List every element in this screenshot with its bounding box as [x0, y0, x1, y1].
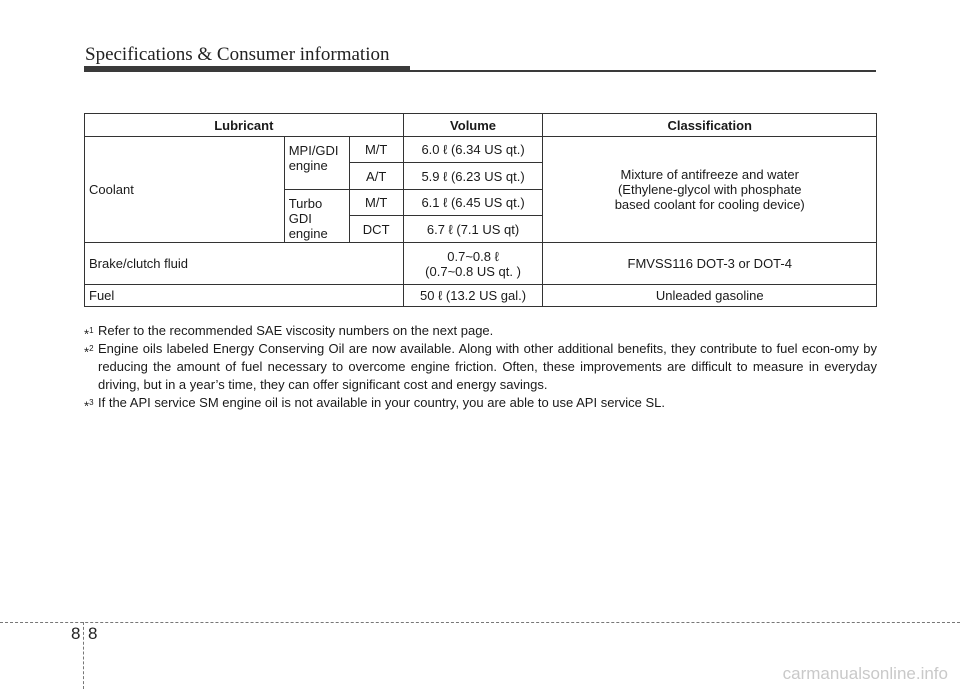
footnote — [84, 340, 877, 394]
header-rule — [410, 70, 876, 72]
footnote — [84, 322, 877, 340]
coolant-classification — [543, 137, 877, 243]
footnote-asterisk: * — [84, 398, 90, 414]
fuel-classification: Unleaded gasoline — [543, 285, 877, 307]
fuel-volume: 50 ℓ (13.2 US gal.) — [403, 285, 543, 307]
engine-turbo-gdi: Turbo GDI engine — [284, 190, 349, 243]
footnote-text: Refer to the recommended SAE viscosity numbers on the next page. — [98, 323, 494, 338]
table-header-row — [85, 114, 877, 137]
footnote-mark — [84, 340, 94, 361]
table-row — [85, 137, 877, 163]
table-row — [85, 243, 877, 285]
footnote-mark — [84, 394, 94, 415]
footnote-number: 3 — [89, 398, 94, 407]
coolant-classification-line: (Ethylene-glycol with phosphate — [617, 182, 802, 197]
footnote-number: 2 — [89, 344, 94, 353]
footnote-asterisk: * — [84, 326, 90, 342]
fuel-label: Fuel — [85, 285, 404, 307]
header-classification: Classification — [543, 114, 877, 137]
footnote-number: 1 — [89, 326, 94, 335]
brake-classification: FMVSS116 DOT-3 or DOT-4 — [543, 243, 877, 285]
trans-cell: A/T — [349, 163, 403, 190]
header-volume: Volume — [403, 114, 543, 137]
footnote — [84, 394, 877, 412]
chapter-number: 8 — [71, 624, 81, 643]
volume-cell: 6.7 ℓ (7.1 US qt) — [403, 216, 543, 243]
header-lubricant: Lubricant — [85, 114, 404, 137]
header-bar — [84, 66, 410, 72]
volume-cell: 6.1 ℓ (6.45 US qt.) — [403, 190, 543, 216]
footer-rule — [0, 622, 960, 623]
volume-cell: 5.9 ℓ (6.23 US qt.) — [403, 163, 543, 190]
footnote-text: Engine oils labeled Energy Conserving Oil are now available. Along with other additional benefits, they contribute to fuel econ-omy by reducing the amount of fuel necessary to overcome engine friction. Often, these improvements are difficult to measure in everyday driving, but in a year’s time, they can offer significant cost and energy savings. — [98, 341, 877, 392]
brake-volume-line: (0.7~0.8 US qt. ) — [425, 263, 521, 279]
table-row — [85, 285, 877, 307]
trans-cell: M/T — [349, 137, 403, 163]
footnote-text: If the API service SM engine oil is not available in your country, you are able to use API service SL. — [98, 395, 666, 410]
trans-cell: M/T — [349, 190, 403, 216]
footnotes — [84, 322, 877, 412]
footer-divider — [83, 622, 84, 689]
watermark: carmanualsonline.info — [782, 664, 948, 683]
brake-volume-line: 0.7~0.8 ℓ — [447, 248, 499, 264]
brake-label: Brake/clutch fluid — [85, 243, 404, 285]
page-number: 8 — [88, 624, 98, 643]
coolant-classification-line: based coolant for cooling device) — [614, 197, 805, 212]
coolant-label: Coolant — [85, 137, 285, 243]
page-title: Specifications & Consumer information — [85, 44, 390, 65]
coolant-classification-line: Mixture of antifreeze and water — [620, 167, 799, 182]
brake-volume — [403, 243, 543, 285]
footnote-asterisk: * — [84, 344, 90, 360]
volume-cell: 6.0 ℓ (6.34 US qt.) — [403, 137, 543, 163]
lubricant-table — [84, 113, 877, 307]
trans-cell: DCT — [349, 216, 403, 243]
engine-mpi-gdi: MPI/GDI engine — [284, 137, 349, 190]
